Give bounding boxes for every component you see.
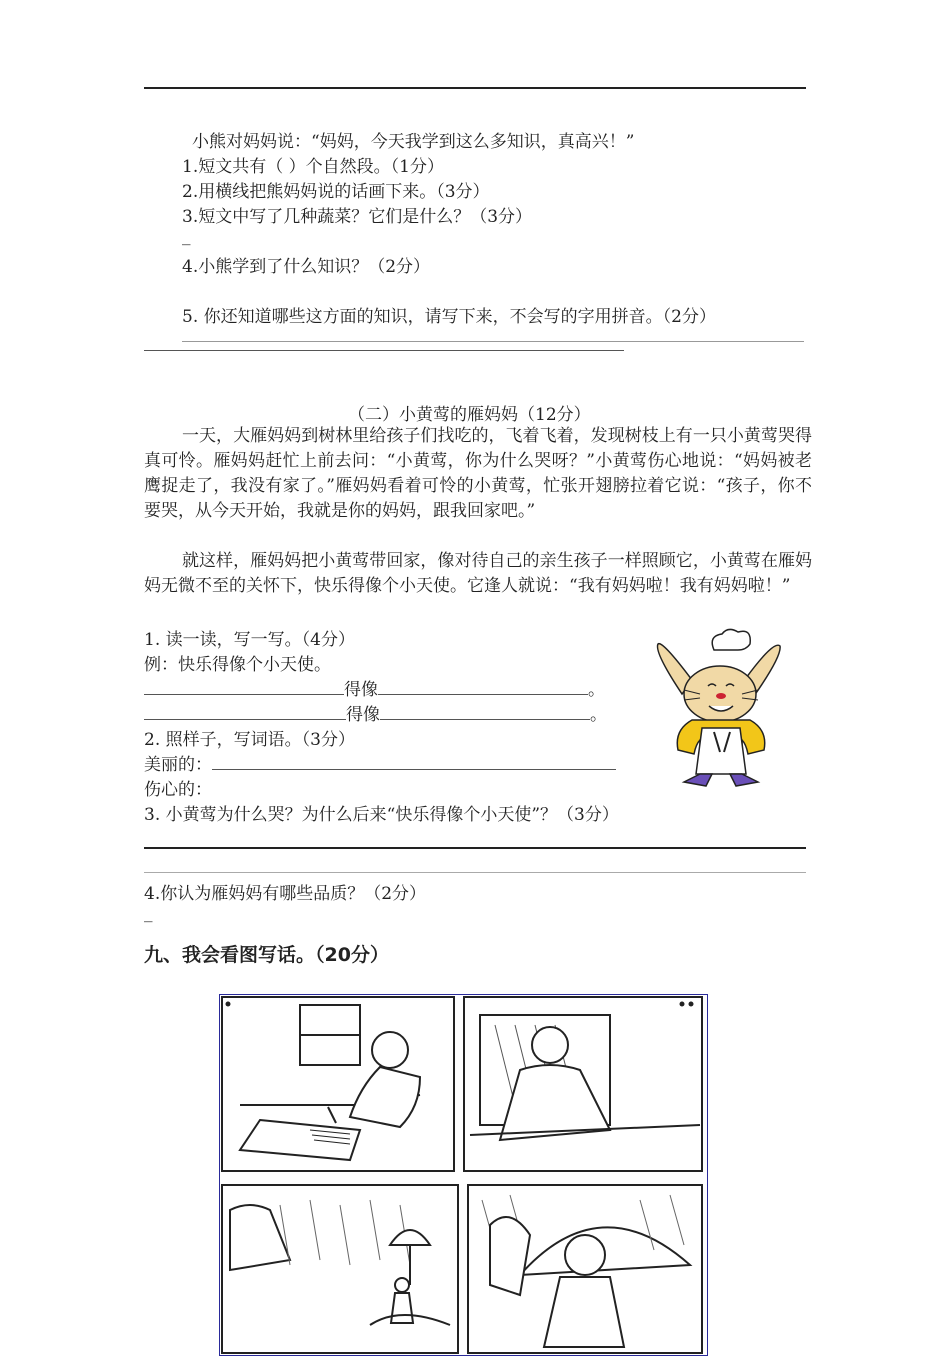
fill-blank[interactable] xyxy=(378,693,588,695)
answer-line-2[interactable] xyxy=(144,350,624,351)
answer-dash: _ xyxy=(182,226,191,246)
question-4: 4.小熊学到了什么知识？（2分） xyxy=(182,257,431,277)
question-2: 2.用横线把熊妈妈说的话画下来。（3分） xyxy=(182,182,490,202)
answer-line-3[interactable] xyxy=(144,872,806,873)
beautiful-label: 美丽的： xyxy=(144,755,212,775)
fill-word: 得像 xyxy=(346,705,380,725)
story-title: （二）小黄莺的雁妈妈（12分） xyxy=(348,405,591,425)
question-3: 3.短文中写了几种蔬菜？它们是什么？（3分） xyxy=(182,207,533,227)
fill-period: 。 xyxy=(590,705,607,725)
fill-row-1 xyxy=(144,675,605,700)
story-paragraph-2: 就这样，雁妈妈把小黄莺带回家，像对待自己的亲生孩子一样照顾它，小黄莺在雁妈妈无微不至的关怀下，快乐得像个小天使。它逢人就说：“我有妈妈啦！我有妈妈啦！” xyxy=(144,551,812,596)
top-rule xyxy=(144,87,806,89)
answer-line-1[interactable] xyxy=(182,341,804,342)
beautiful-blank[interactable] xyxy=(212,768,616,770)
fill-blank[interactable] xyxy=(380,718,590,720)
quote-line: 小熊对妈妈说：“妈妈，今天我学到这么多知识，真高兴！” xyxy=(192,132,635,152)
question-qualities: 4.你认为雁妈妈有哪些品质？（2分） xyxy=(144,884,427,904)
question-5: 5. 你还知道哪些这方面的知识，请写下来，不会写的字用拼音。（2分） xyxy=(182,307,716,327)
fill-blank[interactable] xyxy=(144,718,346,720)
fill-period: 。 xyxy=(588,680,605,700)
fill-blank[interactable] xyxy=(144,693,344,695)
sad-label: 伤心的： xyxy=(144,780,212,800)
example-sentence: 例：快乐得像个小天使。 xyxy=(144,655,331,675)
answer-thick-line[interactable] xyxy=(144,847,806,849)
picture-story-frame xyxy=(219,994,708,1356)
section-nine-heading: 九、我会看图写话。（20分） xyxy=(144,944,389,966)
question-1: 1.短文共有（ ）个自然段。（1分） xyxy=(182,157,444,177)
story-paragraph-1: 一天，大雁妈妈到树林里给孩子们找吃的，飞着飞着，发现树枝上有一只小黄莺哭得真可怜。雁妈妈赶忙上前去问：“小黄莺，你为什么哭呀？”小黄莺伤心地说：“妈妈被老鹰捉走了，我没有家了。”雁妈妈看着可怜的小黄莺，忙张开翅膀拉着它说：“孩子，你不要哭，从今天开始，我就是你的妈妈，跟我回家吧。” xyxy=(144,426,812,521)
question-write-words: 2. 照样子，写词语。（3分） xyxy=(144,730,355,750)
rabbit-chef-illustration xyxy=(654,628,789,790)
fill-word: 得像 xyxy=(344,680,378,700)
fill-row-2 xyxy=(144,700,607,725)
question-why-cry: 3. 小黄莺为什么哭？为什么后来“快乐得像个小天使”？（3分） xyxy=(144,805,619,825)
answer-dash-2: _ xyxy=(144,903,153,923)
comic-panels-illustration xyxy=(220,995,707,1355)
beautiful-row xyxy=(144,750,616,775)
question-read-write: 1. 读一读，写一写。（4分） xyxy=(144,630,355,650)
